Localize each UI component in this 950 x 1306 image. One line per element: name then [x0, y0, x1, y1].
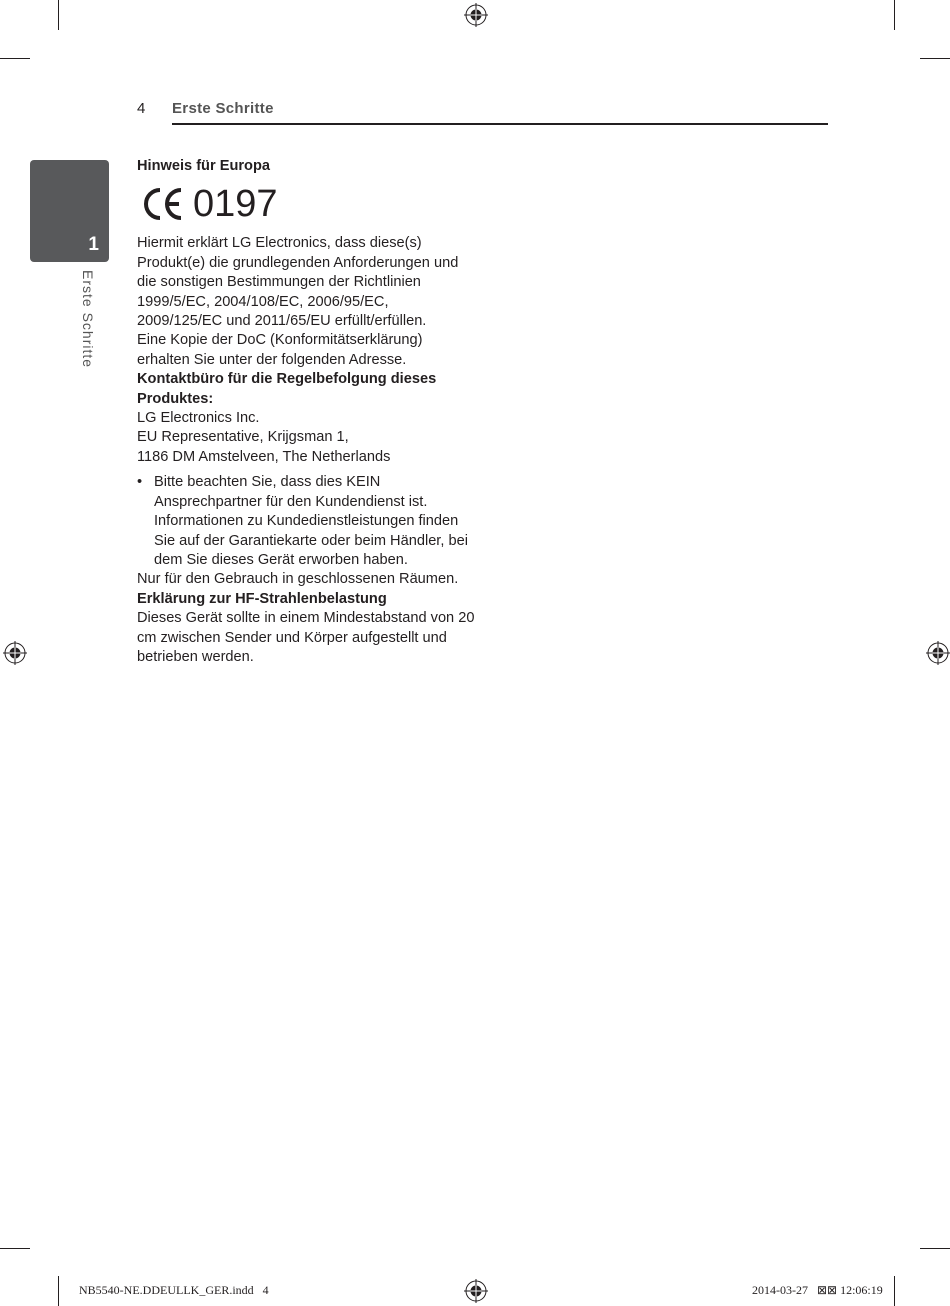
bullet-icon: •: [137, 474, 143, 491]
list-item: [137, 473, 477, 570]
chapter-tab: [30, 160, 109, 262]
service-notice-text: Bitte beachten Sie, dass dies KEIN Ansprechpartner für den Kundendienst ist. Informationen zu Kundedienstleistungen finden Sie auf der Garantiekarte oder beim Händler, bei dem Sie dieses Gerät erworben haben.: [154, 474, 468, 568]
running-header-title: Erste Schritte: [172, 100, 274, 117]
crop-mark: [58, 1276, 59, 1306]
page-number: 4: [137, 100, 146, 117]
ce-mark-icon: [141, 186, 185, 222]
crop-mark: [894, 0, 895, 30]
rf-exposure-heading: Erklärung zur HF-Strahlenbelastung: [137, 590, 387, 607]
contact-line: 1186 DM Amstelveen, The Netherlands: [137, 448, 391, 465]
crop-mark: [920, 1248, 950, 1249]
chapter-side-label: Erste Schritte: [80, 270, 96, 369]
crop-mark: [920, 58, 950, 59]
indoor-use-note: Nur für den Gebrauch in geschlossenen Räumen.: [137, 571, 459, 588]
footer-file-info: NB5540-NE.DDEULLK_GER.indd 4: [79, 1283, 269, 1297]
chapter-number: 1: [88, 234, 99, 255]
contact-heading: Kontaktbüro für die Regelbefolgung dieses Produktes:: [137, 371, 437, 407]
notified-body-number: 0197: [193, 183, 278, 226]
europe-notice-heading: Hinweis für Europa: [137, 158, 270, 174]
header-rule: [172, 123, 828, 125]
declaration-text: Hiermit erklärt LG Electronics, dass diese(s) Produkt(e) die grundlegenden Anforderungen und die sonstigen Bestimmungen der Richtlinien 1999/5/EC, 2004/108/EC, 2006/95/EC, 2009/125/EC und 2011/65/EU erfüllt/erfüllen.: [137, 235, 459, 330]
footer-timestamp: 2014-03-27 ⊠⊠ 12:06:19: [752, 1283, 883, 1297]
registration-mark-icon: [3, 641, 27, 665]
contact-line: LG Electronics Inc.: [137, 410, 260, 427]
doc-copy-text: Eine Kopie der DoC (Konformitätserklärung) erhalten Sie unter der folgenden Adresse.: [137, 332, 423, 368]
registration-mark-icon: [464, 3, 488, 27]
main-content: [137, 157, 477, 667]
registration-mark-icon: [926, 641, 950, 665]
ce-mark: [141, 180, 477, 228]
crop-mark: [58, 0, 59, 30]
rf-exposure-text: Dieses Gerät sollte in einem Mindestabstand von 20 cm zwischen Sender und Körper aufgestellt und betrieben werden.: [137, 610, 475, 665]
registration-mark-icon: [464, 1279, 488, 1303]
crop-mark: [894, 1276, 895, 1306]
crop-mark: [0, 58, 30, 59]
contact-line: EU Representative, Krijgsman 1,: [137, 429, 349, 446]
crop-mark: [0, 1248, 30, 1249]
